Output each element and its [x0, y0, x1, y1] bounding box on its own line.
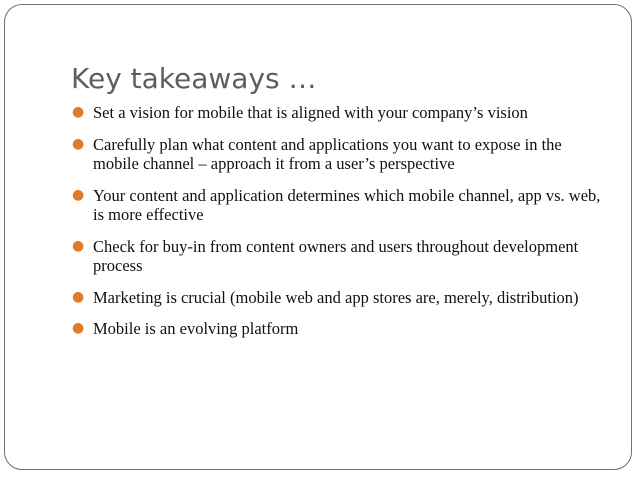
- bullet-dot-icon: ●: [72, 135, 85, 152]
- bullet-dot-icon: ●: [72, 237, 85, 254]
- bullet-dot-icon: ●: [72, 104, 85, 120]
- bullet-text: Carefully plan what content and applications you want to expose in the mobile channel – approach it from a user’s perspective: [93, 134, 562, 173]
- slide: [4, 4, 632, 470]
- bullet-text: Mobile is an evolving platform: [93, 319, 299, 338]
- bullet-item: [71, 186, 611, 225]
- bullet-text: Marketing is crucial (mobile web and app stores are, merely, distribution): [93, 287, 579, 307]
- bullet-list: [71, 103, 611, 351]
- bullet-text: Set a vision for mobile that is aligned with your company’s vision: [93, 103, 528, 122]
- bullet-item: [71, 288, 611, 308]
- bullet-dot-icon: ●: [72, 320, 85, 336]
- bullet-dot-icon: ●: [72, 186, 85, 203]
- bullet-item: [71, 135, 611, 174]
- bullet-item: [71, 103, 611, 123]
- bullet-text: Check for buy-in from content owners and users throughout development process: [93, 236, 579, 275]
- bullet-text: Your content and application determines which mobile channel, app vs. web, is more effective: [93, 185, 601, 224]
- bullet-item: [71, 237, 611, 276]
- bullet-item: [71, 319, 611, 339]
- slide-title: Key takeaways …: [71, 62, 317, 95]
- bullet-dot-icon: ●: [72, 288, 85, 305]
